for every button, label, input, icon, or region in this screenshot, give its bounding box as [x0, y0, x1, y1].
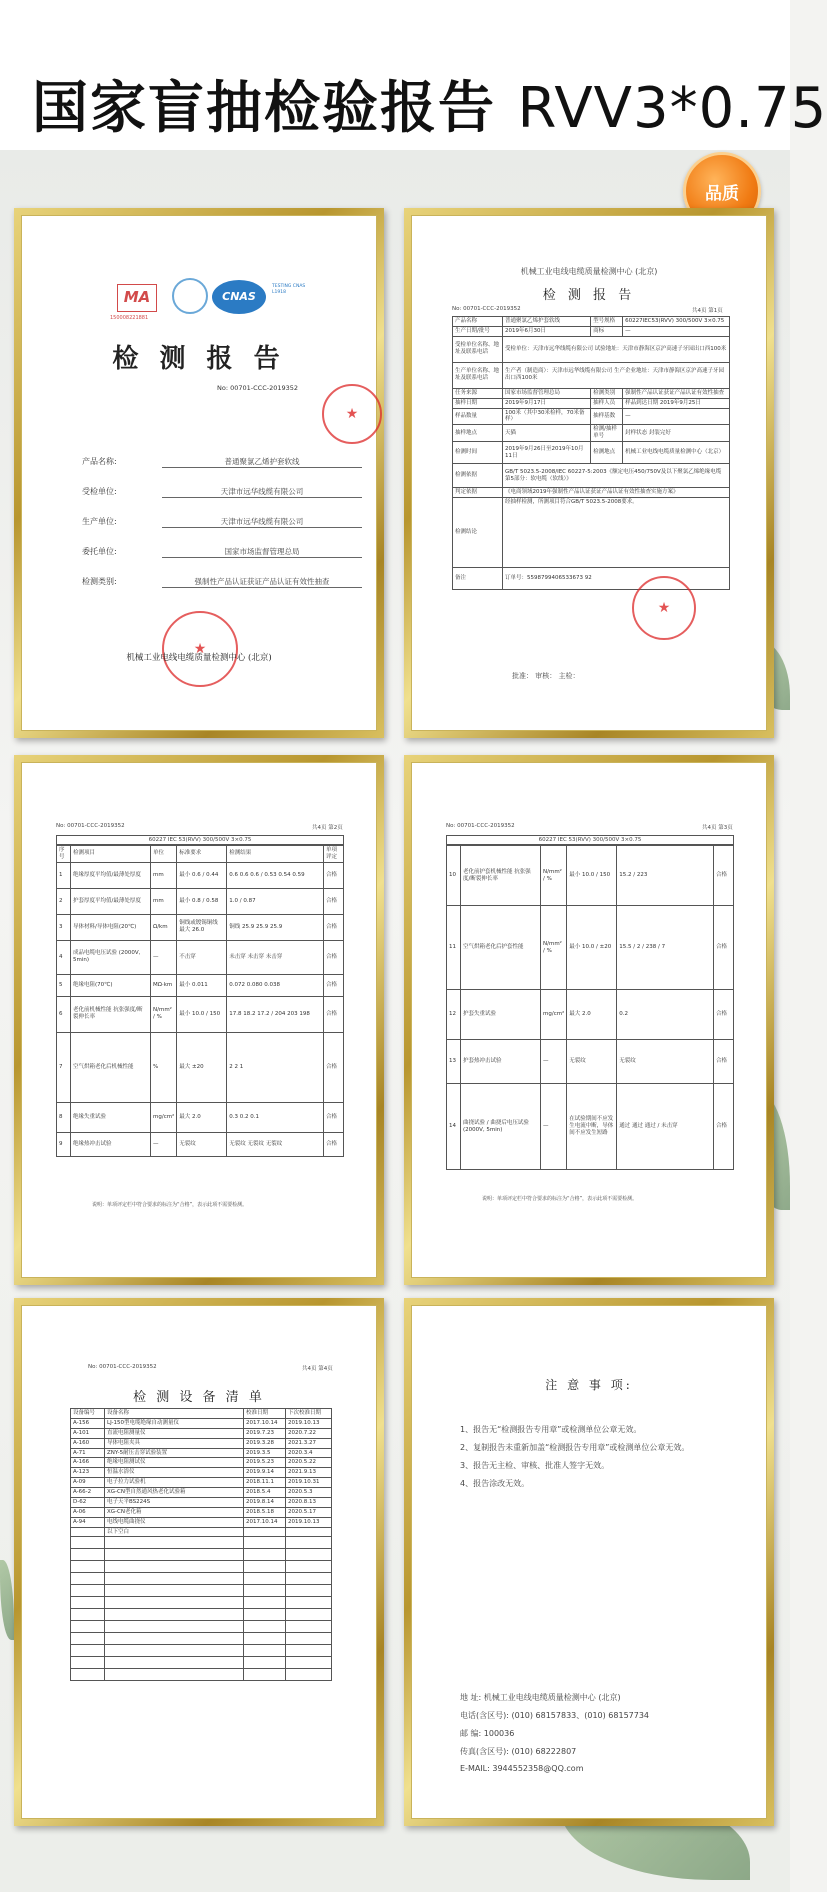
- report-number: No: 00701-CCC-2019352: [452, 306, 521, 312]
- table-row-empty: [71, 1561, 332, 1573]
- report-number: No: 00701-CCC-2019352: [446, 823, 515, 829]
- notice-item: 2、复制报告未重新加盖“检测报告专用章”或检测单位公章无效。: [460, 1443, 690, 1452]
- table-row: A-66-2 XG-CN型自然通风热老化试验箱 2018.5.4 2020.5.3: [71, 1488, 332, 1498]
- field-client: 委托单位: 国家市场监督管理总局: [82, 546, 362, 558]
- report-table: [452, 316, 730, 590]
- table-row: A-09 电子拉力试验机 2018.11.1 2019.10.31: [71, 1478, 332, 1488]
- quality-badge: 品质: [683, 152, 761, 230]
- field-product: 产品名称: 普通聚氯乙烯护套软线: [82, 456, 362, 468]
- table-row-empty: [71, 1657, 332, 1669]
- report-number: No: 00701-CCC-2019352: [88, 1364, 157, 1370]
- results-table: [446, 845, 734, 1170]
- table-row: 14 曲挠试验 / 曲挠后电压试验 (2000V, 5min) — 在试验期间不应发生电流中断，导体间不应发生短路 通过 通过 通过 / 未击穿 合格: [447, 1084, 734, 1170]
- equipment-table: [70, 1408, 332, 1681]
- signatures: 批准： 审核： 主检：: [512, 672, 580, 680]
- report-cover: [21, 215, 377, 731]
- table-row-empty: [71, 1597, 332, 1609]
- page-number: 共4页 第4页: [302, 1366, 333, 1372]
- table-row: 检测时间 2019年9月26日至2019年10月11日 检测地点 机械工业电线电缆质量检测中心（北京）: [453, 442, 730, 464]
- table-row: 9 绝缘热冲击试验 — 无裂纹 无裂纹 无裂纹 无裂纹 合格: [57, 1132, 344, 1156]
- frame-notice: [404, 1298, 774, 1826]
- table-row: A-166 绝缘电阻测试仪 2019.5.23 2020.5.22: [71, 1458, 332, 1468]
- cover-footer: 机械工业电线电缆质量检测中心 (北京): [126, 653, 272, 663]
- postcode-line: 邮 编: 100036: [460, 1729, 515, 1738]
- red-seal: ★: [322, 384, 382, 444]
- notice-item: 3、报告无主检、审核、批准人签字无效。: [460, 1461, 610, 1470]
- table-row-empty: [71, 1645, 332, 1657]
- table-note: 说明：单项评定栏中符合要求的标注为“合格”，表示此项不需要检测。: [482, 1196, 638, 1202]
- table-row: 受检单位名称、地址及联系电话 受检单位：天津市远华线缆有限公司 试验地址：天津市静海区京沪高速子牙园出口西100米: [453, 336, 730, 362]
- report-page1: [411, 215, 767, 731]
- table-row-empty: [71, 1549, 332, 1561]
- report-number: No: 00701-CCC-2019352: [217, 384, 299, 392]
- field-category: 检测类别: 强制性产品认证获证产品认证有效性抽查: [82, 576, 362, 588]
- table-row: 产品名称 普通聚氯乙烯护套软线 型号规格 60227IEC53(RVV) 300/500V 3×0.75: [453, 317, 730, 327]
- table-row: 12 护套失重试验 mg/cm² 最大 2.0 0.2 合格: [447, 990, 734, 1040]
- ilac-icon: [172, 278, 208, 314]
- page-number: 共4页 第3页: [702, 825, 733, 831]
- table-row: A-123 恒温水浴仪 2019.9.14 2021.9.13: [71, 1468, 332, 1478]
- table-row: 任务来源 国家市场监督管理总局 检测类别 强制性产品认证获证产品认证有效性抽查: [453, 388, 730, 398]
- notice-item: 4、报告涂改无效。: [460, 1479, 530, 1488]
- table-row: 2 护套厚度平均值/最薄处厚度 mm 最小 0.8 / 0.58 1.0 / 0.87 合格: [57, 888, 344, 914]
- cover-title: 检 测 报 告: [112, 344, 286, 374]
- address-line: 地 址: 机械工业电线电缆质量检测中心 (北京): [460, 1693, 621, 1702]
- table-row: 判定依据 《电商领域2019年强制性产品认证获证产品认证有效性抽查实施方案》: [453, 488, 730, 498]
- table-row: 样品数量 100米（其中30米检样，70米备样） 抽样基数 —: [453, 408, 730, 425]
- email-line: E-MAIL: 3944552358@QQ.com: [460, 1764, 584, 1773]
- table-row: 抽样地点 天猫 检测/抽样单号 封样状态 封装完好: [453, 425, 730, 442]
- frame-cover: [14, 208, 384, 738]
- page-number: 共4页 第1页: [692, 308, 723, 314]
- table-row: 1 绝缘厚度平均值/最薄处厚度 mm 最小 0.6 / 0.44 0.6 0.6 0.6 / 0.53 0.54 0.59 合格: [57, 862, 344, 888]
- table-header: 序号 检测项目 单位 标准要求 检测结果 单项评定: [57, 846, 344, 863]
- cnas-logo: CNAS: [212, 280, 266, 314]
- table-row: 检测结论 经抽样检测，所测项目符合GB/T 5023.5-2008要求。: [453, 497, 730, 567]
- table-row: D-62 电子天平BS224S 2019.8.14 2020.8.13: [71, 1497, 332, 1507]
- report-number: No: 00701-CCC-2019352: [56, 823, 125, 829]
- table-row: 生产日期/批号 2019年6月30日 商标 —: [453, 326, 730, 336]
- table-row: 11 空气烘箱老化后护套性能 N/mm² / % 最小 10.0 / ±20 15.5 / 2 / 238 / 7 合格: [447, 906, 734, 990]
- table-row: A-71 ZNY-5耐压击穿试验装置 2019.3.5 2020.3.4: [71, 1448, 332, 1458]
- report-page4: [21, 1305, 377, 1819]
- table-note: 说明：单项评定栏中符合要求的标注为“合格”，表示此项不需要检测。: [92, 1202, 248, 1208]
- header: [0, 0, 827, 150]
- title-text: 国家盲抽检验报告: [32, 76, 496, 141]
- frame-page3: [404, 755, 774, 1285]
- ma-logo: MA: [117, 284, 157, 312]
- table-row: A-94 电线电缆曲挠仪 2017.10.14 2019.10.13: [71, 1517, 332, 1527]
- notice-item: 1、报告无“检测报告专用章”或检测单位公章无效。: [460, 1425, 642, 1434]
- phone-line: 电话(含区号): (010) 68157833、(010) 68157734: [460, 1711, 650, 1720]
- spec-row: 60227 IEC 53(RVV) 300/500V 3×0.75: [56, 835, 344, 845]
- table-row-empty: [71, 1669, 332, 1681]
- table-row: 10 老化前护套机械性能 抗张强度/断裂伸长率 N/mm² / % 最小 10.0 / 150 15.2 / 223 合格: [447, 846, 734, 906]
- field-inspected: 受检单位: 天津市远华线缆有限公司: [82, 486, 362, 498]
- red-seal: ★: [162, 611, 238, 687]
- table-row: 7 空气烘箱老化后机械性能 % 最大 ±20 2 2 1 合格: [57, 1032, 344, 1102]
- page1-title: 检 测 报 告: [542, 288, 636, 303]
- equipment-title: 检 测 设 备 清 单: [133, 1390, 265, 1405]
- table-row: A-06 XG-CN老化箱 2018.5.18 2020.5.17: [71, 1507, 332, 1517]
- fax-line: 传真(含区号): (010) 68222807: [460, 1747, 577, 1756]
- table-row: 4 成品电缆电压试验 (2000V, 5min) — 不击穿 未击穿 未击穿 未击穿 合格: [57, 940, 344, 974]
- page-number: 共4页 第2页: [312, 825, 343, 831]
- page-title: [32, 64, 827, 144]
- table-row-empty: [71, 1609, 332, 1621]
- table-header: 设备编号 设备名称 校准日期 下次校准日期: [71, 1409, 332, 1419]
- table-row: A-101 直流电阻测量仪 2019.7.23 2020.7.22: [71, 1428, 332, 1438]
- frame-page4: [14, 1298, 384, 1826]
- results-table: [56, 845, 344, 1157]
- table-row-empty: [71, 1633, 332, 1645]
- table-row: 生产单位名称、地址及联系电话 生产者（制造商）：天津市远华线缆有限公司 生产企业地址：天津市静海区京沪高速子牙园出口西100米: [453, 362, 730, 388]
- table-row: 备注 订单号：5598799406533673 92: [453, 567, 730, 589]
- table-row: 检测依据 GB/T 5023.5-2008/IEC 60227-5:2003《额定电压450/750V及以下聚氯乙烯绝缘电缆 第5部分：软电缆（软线）》: [453, 464, 730, 488]
- field-producer: 生产单位: 天津市远华线缆有限公司: [82, 516, 362, 528]
- table-row: 6 老化前机械性能 抗张强度/断裂伸长率 N/mm² / % 最小 10.0 / 150 17.8 18.2 17.2 / 204 203 198 合格: [57, 996, 344, 1032]
- table-row-empty: [71, 1585, 332, 1597]
- center-name: 机械工业电线电缆质量检测中心 (北京): [520, 267, 658, 276]
- ma-number: 150008221881: [110, 315, 149, 321]
- report-page3: [411, 762, 767, 1278]
- table-row: 以下空白: [71, 1527, 332, 1537]
- table-row: A-160 导体电阻夹具 2019.3.28 2021.3.27: [71, 1438, 332, 1448]
- frame-page1: [404, 208, 774, 738]
- table-row: 3 导体材料/导体电阻(20℃) Ω/km 铜线或镀锡铜线 最大 26.0 铜线 25.9 25.9 25.9 合格: [57, 914, 344, 940]
- spec-row: 60227 IEC 53(RVV) 300/500V 3×0.75: [446, 835, 734, 845]
- table-row: 8 绝缘失重试验 mg/cm² 最大 2.0 0.3 0.2 0.1 合格: [57, 1102, 344, 1132]
- report-page2: [21, 762, 377, 1278]
- table-row: A-156 LJ-150型电缆绝缘自动测量仪 2017.10.14 2019.10.13: [71, 1418, 332, 1428]
- table-row-empty: [71, 1537, 332, 1549]
- frame-page2: [14, 755, 384, 1285]
- table-row-empty: [71, 1621, 332, 1633]
- spec-text: RVV3*0.75: [517, 76, 827, 141]
- notice-page: [411, 1305, 767, 1819]
- table-row: 抽样日期 2019年9月17日 抽样人员 样品到达日期 2019年9月25日: [453, 398, 730, 408]
- notice-title: 注 意 事 项:: [545, 1378, 633, 1392]
- table-row: 5 绝缘电阻(70℃) MΩ·km 最小 0.011 0.072 0.080 0.038 合格: [57, 974, 344, 996]
- red-seal: ★: [632, 576, 696, 640]
- cnas-sub: TESTING CNAS L1918: [272, 284, 306, 295]
- table-row: 13 护套热冲击试验 — 无裂纹 无裂纹 合格: [447, 1040, 734, 1084]
- table-row-empty: [71, 1573, 332, 1585]
